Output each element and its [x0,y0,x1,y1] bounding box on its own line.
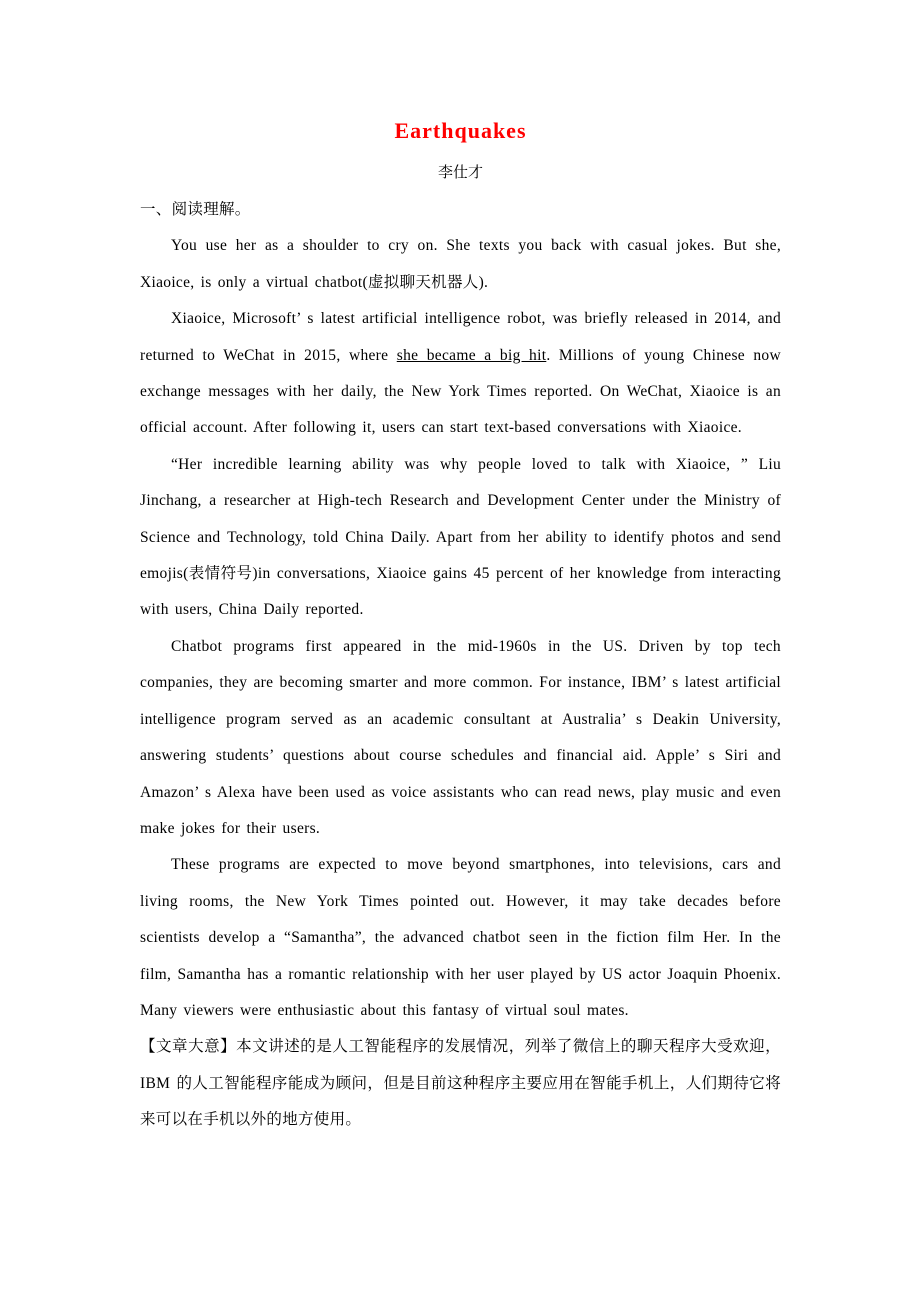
underlined-phrase: she became a big hit [396,346,547,364]
paragraph-3: “Her incredible learning ability was why people loved to talk with Xiaoice, ” Liu Jinchang, a researcher at High-tech Research and Development Center under the Ministry of Science and Technology, told China Daily. Apart from her ability to identify photos and send emojis(表情符号)in conversations, Xiaoice gains 45 percent of her knowledge from interacting with users, China Daily reported. [140,455,781,619]
section-heading: 一、阅读理解。 [140,201,251,218]
paragraph-5: These programs are expected to move beyond smartphones, into televisions, cars and living rooms, the New York Times pointed out. However, it may take decades before scientists develop a “Samantha”, the advanced chatbot seen in the fiction film Her. In the film, Samantha has a romantic relationship with her user played by US actor Joaquin Phoenix. Many viewers were enthusiastic about this fantasy of virtual soul mates. [140,856,781,1019]
paragraph-4: Chatbot programs first appeared in the mid-1960s in the US. Driven by top tech companies, they are becoming smarter and more common. For instance, IBM’ s latest artificial intelligence program served as an academic consultant at Australia’ s Deakin University, answering students’ questions about course schedules and financial aid. Apple’ s Siri and Amazon’ s Alexa have been used as voice assistants who can read news, play music and even make jokes for their users. [140,637,781,837]
summary-paragraph: 【文章大意】本文讲述的是人工智能程序的发展情况，列举了微信上的聊天程序大受欢迎，IBM 的人工智能程序能成为顾问，但是目前这种程序主要应用在智能手机上，人们期待它将来可以在手机以外的地方使用。 [140,1038,781,1129]
paragraph-2 [140,301,781,447]
document-title: Earthquakes [394,118,527,143]
paragraph-1: You use her as a shoulder to cry on. She texts you back with casual jokes. But she, Xiaoice, is only a virtual chatbot(虚拟聊天机器人). [140,237,781,291]
paragraph-2-text-before: Xiaoice, Microsoft’ s latest artificial intelligence robot, was briefly released in 2014, and returned to WeChat in 2015, where [140,310,781,364]
paragraph-2-text-after: . Millions of young Chinese now exchange messages with her daily, the New York Times reported. On WeChat, Xiaoice is an official account. After following it, users can start text-based conversations with Xiaoice. [140,346,781,437]
author-name: 李仕才 [437,165,483,181]
